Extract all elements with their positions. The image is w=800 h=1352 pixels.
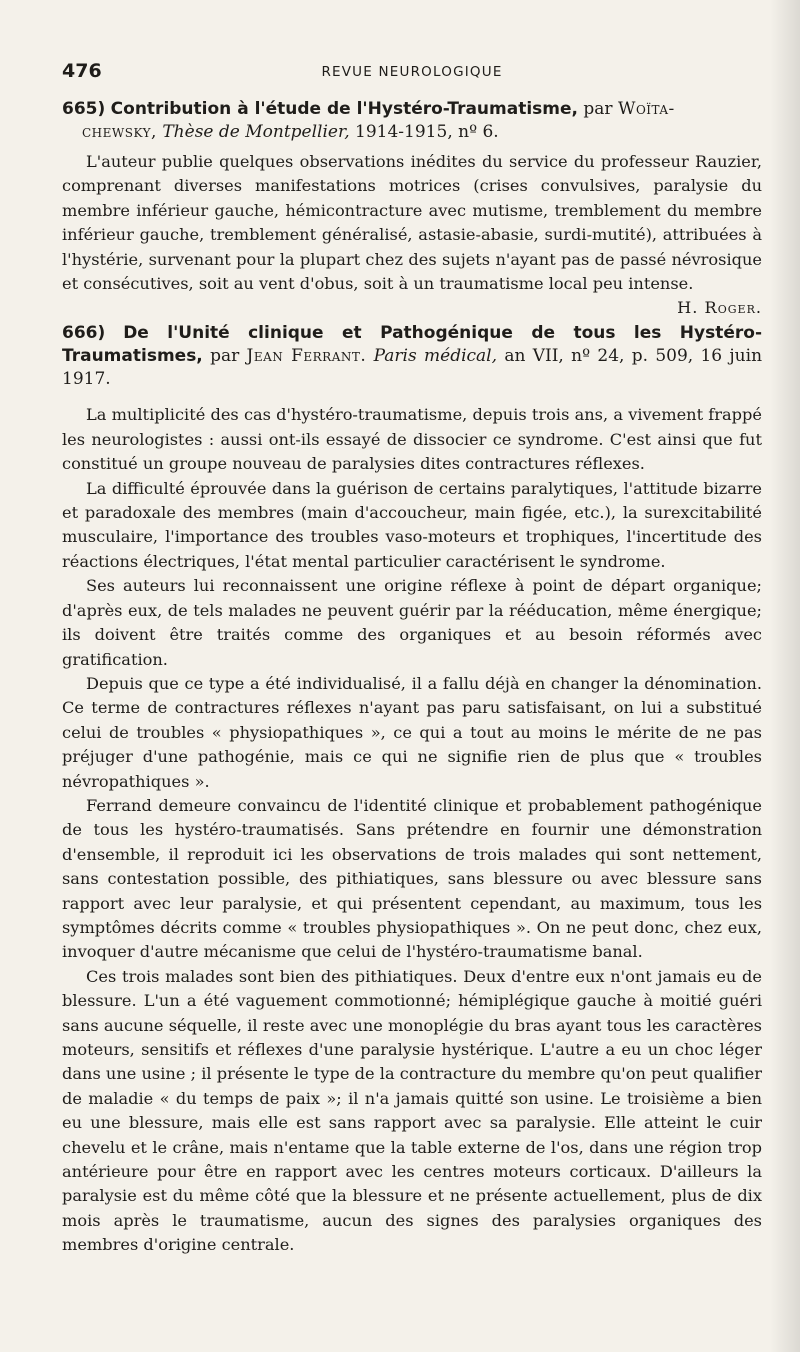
entry-665-signature: H. Roger.: [677, 298, 762, 318]
entry-666-paragraph: Ces trois malades sont bien des pithiatiques. Deux d'entre eux n'ont jamais eu de blessure. L'un a été vaguement commotionné; hémiplégique gauche à moitié guéri sans aucune séquelle, il reste avec une monoplégie du bras ayant tous les caractères moteurs, sensitifs et réflexes d'une paralysie hystérique. L'autre a eu un choc léger dans une usine ; il présente le type de la contracture du membre qu'on peut qualifier de maladie « du temps de paix »; il n'a jamais quitté son usine. Le troisième a bien eu une blessure, mais elle est sans rapport avec sa paralysie. Elle atteint le cuir chevelu et le crâne, mais n'entame que la table externe de l'os, dans une région trop antérieure pour être en rapport avec les centres moteurs corticaux. D'ailleurs la paralysie est du même côté que la blessure et ne présente actuellement, plus de dix mois après le traumatisme, aucun des signes des paralysies organiques des membres d'origine centrale.: [62, 966, 762, 1255]
entry-666-details: an VII, nº 24, p. 509, 16 juin 1917.: [62, 346, 763, 390]
entry-665-details: 1914-1915, nº 6.: [355, 122, 499, 142]
entry-666-paragraph: Depuis que ce type a été individualisé, il a fallu déjà en changer la dénomination. Ce terme de contractures réflexes n'ayant pas paru satisfaisant, on lui a substitué celui de troubles « physiopathiques », ce qui a tout au moins le mérite de ne pas préjuger d'une pathogénie, mais ce qui ne signifie rien de plus que « troubles névropathiques ».: [62, 673, 762, 791]
entry-666-title: De l'Unité clinique et Pathogénique de tous les Hystéro-Traumatismes,: [62, 323, 763, 367]
entry-665: [62, 98, 762, 318]
entry-666-paragraph: Ses auteurs lui reconnaissent une origine réflexe à point de départ organique; d'après eux, de tels malades ne peuvent guérir par la rééducation, même énergique; ils doivent être traités comme des organiques et au besoin réformés avec gratification.: [62, 576, 762, 669]
entry-665-title: Contribution à l'étude de l'Hystéro-Traumatisme,: [110, 99, 578, 119]
entry-666-paragraph: La multiplicité des cas d'hystéro-traumatisme, depuis trois ans, a vivement frappé les neurologistes : aussi ont-ils essayé de dissocier ce syndrome. C'est ainsi que fut constitué un groupe nouveau de paralysies dites contractures réflexes.: [62, 405, 762, 474]
entry-666-paragraph: Ferrand demeure convaincu de l'identité clinique et probablement pathogénique de tous les hystéro-traumatisés. Sans prétendre en fournir une démonstration d'ensemble, il reproduit ici les observations de trois malades qui sont nettement, sans contestation possible, des pithiatiques, sans blessure ou avec blessure sans rapport avec leur paralysie, et qui présentent cependant, au maximum, tous les symptômes décrits comme « troubles physiopathiques ». On ne peut donc, chez eux, invoquer d'autre mécanisme que celui de l'hystéro-traumatisme banal.: [62, 795, 762, 962]
entry-666-author: Jean Ferrant.: [246, 346, 367, 367]
entry-665-par: par: [583, 99, 613, 119]
entry-665-text: L'auteur publie quelques observations inédites du service du professeur Rauzier, comprenant diverses manifestations motrices (crises convulsives, paralysie du membre inférieur gauche, hémicontracture avec mutisme, tremblement du membre inférieur gauche, tremblement généralisé, astasie-abasie, surdi-mutité), attribuées à l'hystérie, survenant pour la plupart chez des sujets n'ayant pas de passé névrosique et consécutives, soit au vent d'obus, soit à un traumatisme local peu intense. H. Roger.: [62, 150, 762, 296]
entry-666-par: par: [210, 346, 240, 367]
entry-666-paragraph: La difficulté éprouvée dans la guérison de certains paralytiques, l'attitude bizarre et paradoxale des membres (main d'accoucheur, main figée, etc.), la surexcitabilité musculaire, l'importance des troubles vaso-moteurs et trophiques, l'incertitude des réactions électriques, l'état mental particulier caractérisent le syndrome.: [62, 478, 762, 571]
entry-665-author-b: chewsky,: [82, 122, 157, 142]
entry-665-number: 665): [62, 99, 106, 119]
entry-666: [62, 322, 762, 1257]
running-header: [62, 58, 762, 88]
journal-title: REVUE NEUROLOGIQUE: [321, 64, 503, 80]
entry-666-heading: [62, 322, 762, 391]
entry-665-source: Thèse de Montpellier,: [162, 122, 350, 142]
page-number: 476: [62, 60, 102, 82]
entry-665-heading: [62, 98, 762, 144]
entry-665-author-a: Woïta-: [617, 99, 675, 119]
entry-666-source: Paris médical,: [373, 346, 498, 367]
document-page: [62, 58, 762, 1258]
page-edge-shadow: [770, 0, 800, 1352]
entry-666-number: 666): [62, 323, 106, 344]
